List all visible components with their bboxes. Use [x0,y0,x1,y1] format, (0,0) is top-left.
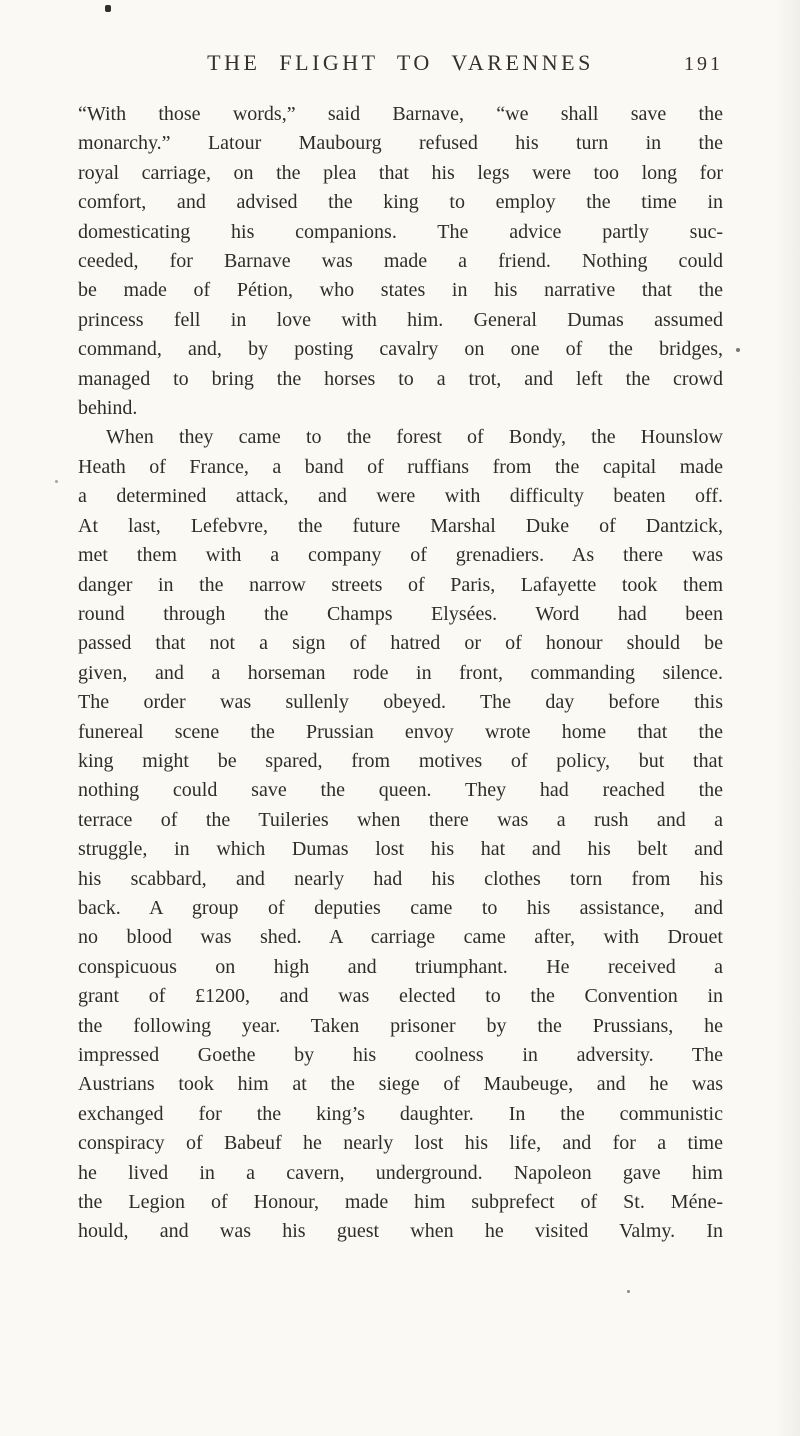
text-line: exchanged for the king’s daughter. In the communistic [78,1102,723,1125]
text-line: passed that not a sign of hatred or of honour should be [78,632,723,655]
text-line: struggle, in which Dumas lost his hat and his belt and [78,838,723,861]
text-line: “With those words,” said Barnave, “we shall save the [78,103,723,125]
text-line: comfort, and advised the king to employ the time in [78,191,723,214]
text-line: At last, Lefebvre, the future Marshal Duke of Dantzick, [78,514,723,537]
scan-speck [105,5,111,12]
text-line: round through the Champs Elysées. Word had been [78,602,723,625]
text-line: impressed Goethe by his coolness in adversity. The [78,1044,723,1066]
text-line: Austrians took him at the siege of Maubeuge, and he was [78,1073,723,1096]
page-body [78,100,723,1247]
text-line: the Legion of Honour, made him subprefect of St. Méne- [78,1191,723,1214]
text-line: his scabbard, and nearly had his clothes torn from his [78,867,723,890]
text-line: nothing could save the queen. They had reached the [78,779,723,802]
text-line: command, and, by posting cavalry on one of the bridges, [78,338,723,361]
text-line: ceeded, for Barnave was made a friend. Nothing could [78,250,723,273]
text-line: behind. [78,397,138,420]
text-line: he lived in a cavern, underground. Napoleon gave him [78,1161,723,1184]
paragraph [78,423,723,1246]
scan-speck [627,1290,630,1293]
text-line: conspicuous on high and triumphant. He received a [78,955,723,978]
text-line: grant of £1200, and was elected to the Convention in [78,985,723,1008]
text-line: terrace of the Tuileries when there was a rush and a [78,808,723,831]
text-line: back. A group of deputies came to his assistance, and [78,896,723,919]
text-line: royal carriage, on the plea that his legs were too long for [78,161,723,184]
running-title: THE FLIGHT TO VARENNES [207,50,594,75]
text-line: the following year. Taken prisoner by the Prussians, he [78,1014,723,1037]
text-line: be made of Pétion, who states in his narrative that the [78,279,723,302]
page-header [78,50,723,82]
paragraph [78,100,723,423]
text-line: funereal scene the Prussian envoy wrote home that the [78,720,723,743]
text-line: danger in the narrow streets of Paris, Lafayette took them [78,573,723,596]
text-line: managed to bring the horses to a trot, and left the crowd [78,367,723,390]
text-line: no blood was shed. A carriage came after, with Drouet [78,926,723,949]
text-line: conspiracy of Babeuf he nearly lost his life, and for a time [78,1132,723,1155]
text-line: When they came to the forest of Bondy, the Hounslow [106,426,723,449]
text-line: princess fell in love with him. General Dumas assumed [78,308,723,331]
text-line: domesticating his companions. The advice partly suc- [78,220,723,243]
page-number: 191 [684,53,723,75]
text-line: hould, and was his guest when he visited Valmy. In [78,1220,723,1243]
scan-speck [736,348,740,352]
text-line: Heath of France, a band of ruffians from the capital made [78,455,723,478]
text-line: The order was sullenly obeyed. The day before this [78,691,723,714]
scan-speck [55,480,58,483]
text-line: monarchy.” Latour Maubourg refused his turn in the [78,132,723,155]
text-line: king might be spared, from motives of policy, but that [78,749,723,772]
text-line: met them with a company of grenadiers. As there was [78,544,723,567]
text-line: a determined attack, and were with difficulty beaten off. [78,485,723,508]
text-line: given, and a horseman rode in front, commanding silence. [78,661,723,684]
